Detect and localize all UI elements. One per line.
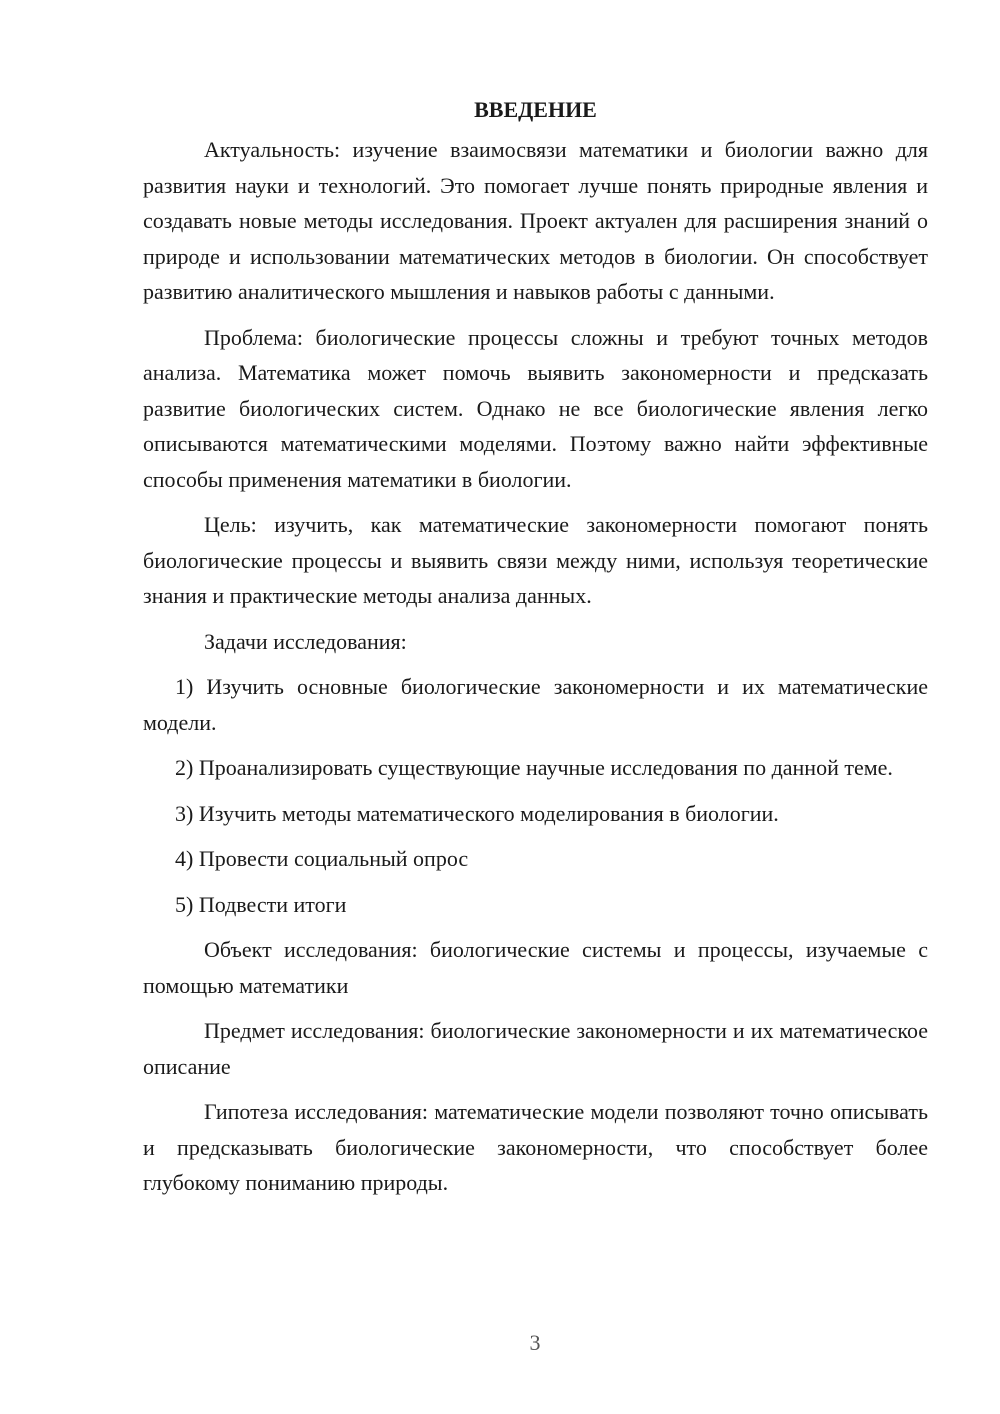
task-item-5: 5) Подвести итоги [175,891,347,917]
goal-paragraph: Цель: изучить, как математические закономерности помогают понять биологические процессы и выявить связи между ними, используя теоретические знания и практические методы анализа данных. [143,512,928,608]
document-page [143,92,928,1201]
task-item-1: 1) Изучить основные биологические закономерности и их математические модели. [143,674,928,735]
task-item-2: 2) Проанализировать существующие научные исследования по данной теме. [175,755,893,780]
task-item-4: 4) Провести социальный опрос [175,846,469,871]
section-heading: ВВЕДЕНИЕ [474,97,597,122]
task-item-3: 3) Изучить методы математического моделирования в биологии. [175,800,779,826]
subject-paragraph: Предмет исследования: биологические закономерности и их математическое описание [143,1018,928,1079]
object-paragraph: Объект исследования: биологические системы и процессы, изучаемые с помощью математики [143,937,928,998]
tasks-title: Задачи исследования: [204,628,407,654]
relevance-paragraph: Актуальность: изучение взаимосвязи математики и биологии важно для развития науки и технологий. Это помогает лучше понять природные явления и создавать новые методы исследования. Проект актуален для расширения знаний о природе и использовании математических методов в биологии. Он способствует развитию аналитического мышления и навыков работы с данными. [143,137,928,304]
hypothesis-paragraph: Гипотеза исследования: математические модели позволяют точно описывать и предсказывать биологические закономерности, что способствует более глубокому пониманию природы. [143,1099,928,1195]
page-number: 3 [529,1330,541,1355]
problem-paragraph: Проблема: биологические процессы сложны и требуют точных методов анализа. Математика может помочь выявить закономерности и предсказать развитие биологических систем. Однако не все биологические явления легко описываются математическими моделями. Поэтому важно найти эффективные способы применения математики в биологии. [143,324,928,492]
